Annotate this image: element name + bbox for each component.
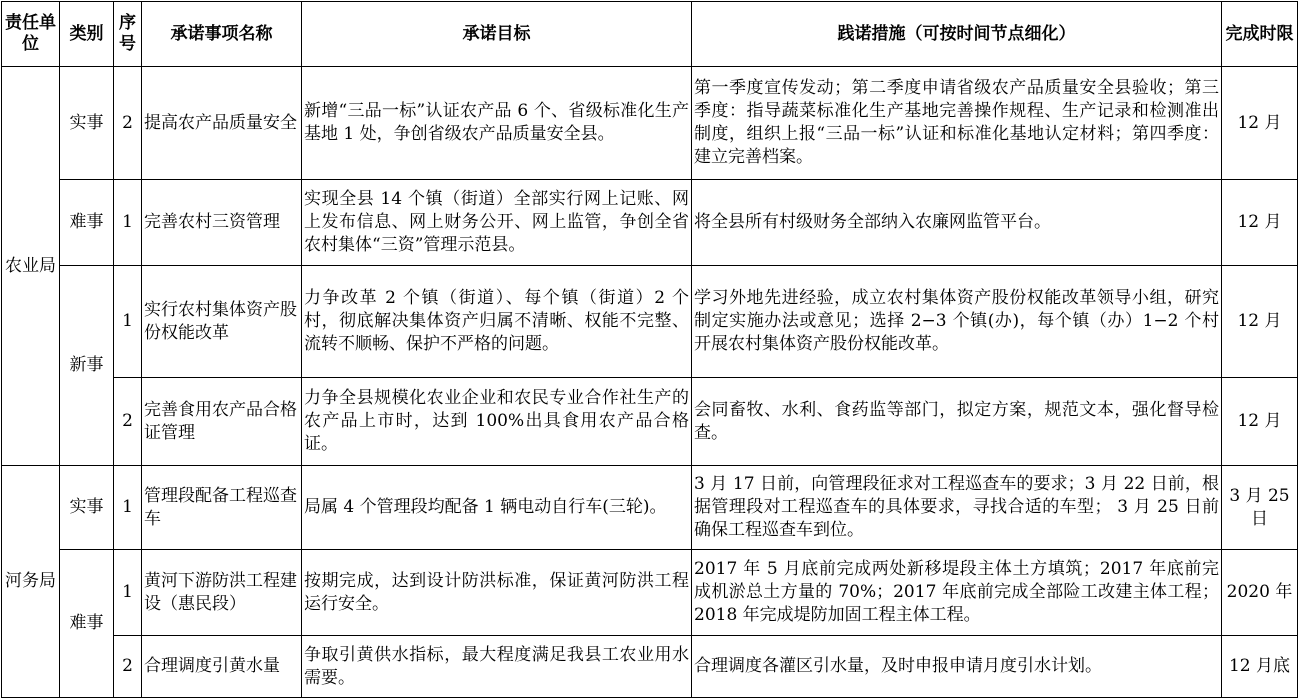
header-unit: 责任单位 [2, 2, 60, 67]
seq-cell: 1 [114, 180, 142, 266]
deadline-cell: 12 月 [1222, 266, 1298, 378]
category-cell: 实事 [60, 67, 114, 180]
seq-cell: 1 [114, 550, 142, 636]
item-cell: 管理段配备工程巡查车 [142, 466, 302, 550]
seq-cell: 2 [114, 636, 142, 698]
seq-cell: 2 [114, 67, 142, 180]
header-item: 承诺事项名称 [142, 2, 302, 67]
deadline-cell: 12 月 [1222, 67, 1298, 180]
table-row [2, 266, 1298, 378]
seq-cell: 1 [114, 466, 142, 550]
item-cell: 提高农产品质量安全 [142, 67, 302, 180]
header-row [2, 2, 1298, 67]
goal-cell: 实现全县 14 个镇（街道）全部实行网上记账、网上发布信息、网上财务公开、网上监管，争创全省农村集体“三资”管理示范县。 [302, 180, 692, 266]
goal-cell: 新增“三品一标”认证农产品 6 个、省级标准化生产基地 1 处，争创省级农产品质量安全县。 [302, 67, 692, 180]
measures-cell: 第一季度宣传发动；第二季度申请省级农产品质量安全县验收；第三季度：指导蔬菜标准化生产基地完善操作规程、生产记录和检测准出制度，组织上报“三品一标”认证和标准化基地认定材料；第四季度：建立完善档案。 [692, 67, 1222, 180]
measures-cell: 会同畜牧、水利、食药监等部门，拟定方案，规范文本，强化督导检查。 [692, 378, 1222, 466]
category-cell: 新事 [60, 266, 114, 466]
goal-cell: 争取引黄供水指标，最大程度满足我县工农业用水需要。 [302, 636, 692, 698]
table-row [2, 636, 1298, 698]
measures-cell: 将全县所有村级财务全部纳入农廉网监管平台。 [692, 180, 1222, 266]
commitment-table [1, 1, 1298, 698]
table-row [2, 550, 1298, 636]
goal-cell: 力争改革 2 个镇（街道）、每个镇（街道）2 个村，彻底解决集体资产归属不清晰、权能不完整、流转不顺畅、保护不严格的问题。 [302, 266, 692, 378]
item-cell: 完善食用农产品合格证管理 [142, 378, 302, 466]
seq-cell: 1 [114, 266, 142, 378]
measures-cell: 2017 年 5 月底前完成两处新移堤段主体土方填筑；2017 年底前完成机淤总土方量的 70%；2017 年底前完成全部险工改建主体工程；2018 年完成堤防加固工程主体工程。 [692, 550, 1222, 636]
header-goal: 承诺目标 [302, 2, 692, 67]
deadline-cell: 12 月 [1222, 180, 1298, 266]
goal-cell: 按期完成，达到设计防洪标准，保证黄河防洪工程运行安全。 [302, 550, 692, 636]
item-cell: 黄河下游防洪工程建设（惠民段） [142, 550, 302, 636]
category-cell: 难事 [60, 180, 114, 266]
seq-cell: 2 [114, 378, 142, 466]
table-row [2, 180, 1298, 266]
unit-cell: 农业局 [2, 67, 60, 466]
header-category: 类别 [60, 2, 114, 67]
table-row [2, 378, 1298, 466]
item-cell: 实行农村集体资产股份权能改革 [142, 266, 302, 378]
deadline-cell: 3 月 25 日 [1222, 466, 1298, 550]
table-row [2, 67, 1298, 180]
table-row [2, 466, 1298, 550]
category-cell: 实事 [60, 466, 114, 550]
item-cell: 完善农村三资管理 [142, 180, 302, 266]
measures-cell: 学习外地先进经验，成立农村集体资产股份权能改革领导小组，研究制定实施办法或意见；选择 2−3 个镇(办)，每个镇（办）1−2 个村开展农村集体资产股份权能改革。 [692, 266, 1222, 378]
header-measures: 践诺措施（可按时间节点细化） [692, 2, 1222, 67]
category-cell: 难事 [60, 550, 114, 698]
deadline-cell: 2020 年 [1222, 550, 1298, 636]
deadline-cell: 12 月底 [1222, 636, 1298, 698]
header-deadline: 完成时限 [1222, 2, 1298, 67]
item-cell: 合理调度引黄水量 [142, 636, 302, 698]
header-seq: 序号 [114, 2, 142, 67]
goal-cell: 局属 4 个管理段均配备 1 辆电动自行车(三轮)。 [302, 466, 692, 550]
unit-cell: 河务局 [2, 466, 60, 698]
goal-cell: 力争全县规模化农业企业和农民专业合作社生产的农产品上市时，达到 100%出具食用农产品合格证。 [302, 378, 692, 466]
measures-cell: 3 月 17 日前，向管理段征求对工程巡查车的要求；3 月 22 日前，根据管理段对工程巡查车的具体要求，寻找合适的车型； 3 月 25 日前确保工程巡查车到位。 [692, 466, 1222, 550]
deadline-cell: 12 月 [1222, 378, 1298, 466]
measures-cell: 合理调度各灌区引水量，及时申报申请月度引水计划。 [692, 636, 1222, 698]
